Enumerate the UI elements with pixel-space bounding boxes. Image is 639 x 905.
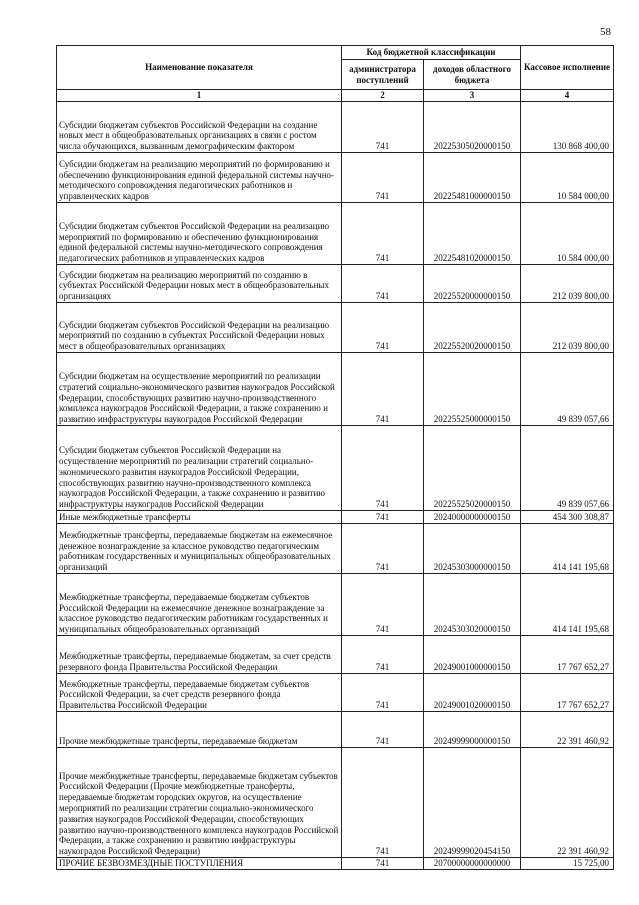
row-admin-code: 741	[342, 524, 424, 574]
table-row	[57, 426, 614, 511]
page-number: 58	[600, 26, 611, 38]
header-revenue: доходов областного бюджета	[424, 60, 521, 90]
row-amount: 10 584 000,00	[521, 153, 614, 203]
row-amount: 17 767 652,27	[521, 674, 614, 712]
table-row	[57, 524, 614, 574]
row-amount: 17 767 652,27	[521, 636, 614, 674]
row-revenue-code: 20225481020000150	[424, 203, 521, 265]
row-admin-code: 741	[342, 303, 424, 353]
row-admin-code: 741	[342, 102, 424, 153]
row-admin-code: 741	[342, 712, 424, 748]
row-admin-code: 741	[342, 574, 424, 636]
table-row	[57, 303, 614, 353]
header-col-number: 4	[521, 90, 614, 102]
row-admin-code: 741	[342, 265, 424, 303]
row-amount: 414 141 195,68	[521, 524, 614, 574]
table-row	[57, 748, 614, 858]
table-row	[57, 674, 614, 712]
row-revenue-code: 20245303000000150	[424, 524, 521, 574]
row-amount: 49 839 057,66	[521, 353, 614, 426]
row-revenue-code: 20245303020000150	[424, 574, 521, 636]
row-revenue-code: 20249001000000150	[424, 636, 521, 674]
row-revenue-code: 20700000000000000	[424, 858, 521, 870]
row-amount: 454 300 308,87	[521, 511, 614, 524]
table-row	[57, 353, 614, 426]
row-amount: 130 868 400,00	[521, 102, 614, 153]
row-name: Прочие межбюджетные трансферты, передаваемые бюджетам субъектов Российской Федерации (Прочие межбюджетные трансферты, передаваемые бюджетам городских округов, на осуществление мероприятий по реализации стратегии социально-экономического развития наукоградов Российской Федерации, способствующих развитию научно-производственного комплекса наукоградов Российской Федерации, а также сохранению и развитию инфраструктуры наукоградов Российской Федерации)	[57, 748, 342, 858]
table-row	[57, 102, 614, 153]
row-revenue-code: 20225525020000150	[424, 426, 521, 511]
row-name: ПРОЧИЕ БЕЗВОЗМЕЗДНЫЕ ПОСТУПЛЕНИЯ	[57, 858, 342, 870]
row-revenue-code: 20225525000000150	[424, 353, 521, 426]
table-row	[57, 636, 614, 674]
header-indicator-name: Наименование показателя	[57, 46, 342, 90]
row-amount: 212 039 800,00	[521, 265, 614, 303]
row-revenue-code: 20249999020454150	[424, 748, 521, 858]
row-revenue-code: 20225305020000150	[424, 102, 521, 153]
row-admin-code: 741	[342, 203, 424, 265]
row-amount: 15 725,00	[521, 858, 614, 870]
row-name: Субсидии бюджетам субъектов Российской Федерации на реализацию мероприятий по созданию в субъектах Российской Федерации новых мест в общеобразовательных организациях	[57, 303, 342, 353]
row-amount: 212 039 800,00	[521, 303, 614, 353]
row-amount: 10 584 000,00	[521, 203, 614, 265]
row-name: Субсидии бюджетам на реализацию мероприятий по созданию в субъектах Российской Федерации новых мест в общеобразовательных организациях	[57, 265, 342, 303]
row-revenue-code: 20225520020000150	[424, 303, 521, 353]
table-row	[57, 712, 614, 748]
row-admin-code: 741	[342, 858, 424, 870]
row-name: Субсидии бюджетам субъектов Российской Федерации на реализацию мероприятий по формированию и обеспечению функционирования единой федеральной системы научно-методического сопровождения педагогических работников и управленческих кадров	[57, 203, 342, 265]
row-name: Прочие межбюджетные трансферты, передаваемые бюджетам	[57, 712, 342, 748]
row-name: Иные межбюджетные трансферты	[57, 511, 342, 524]
header-col-number: 3	[424, 90, 521, 102]
header-col-number: 1	[57, 90, 342, 102]
row-revenue-code: 20249999000000150	[424, 712, 521, 748]
row-amount: 49 839 057,66	[521, 426, 614, 511]
table-row	[57, 265, 614, 303]
table-row	[57, 574, 614, 636]
row-admin-code: 741	[342, 674, 424, 712]
row-name: Субсидии бюджетам на реализацию мероприятий по формированию и обеспечению функционирования единой федеральной системы научно-методического сопровождения педагогических работников и управленческих кадров	[57, 153, 342, 203]
row-admin-code: 741	[342, 511, 424, 524]
budget-revenue-table	[56, 45, 614, 870]
row-admin-code: 741	[342, 748, 424, 858]
row-revenue-code: 20225481000000150	[424, 153, 521, 203]
row-name: Межбюджетные трансферты, передаваемые бюджетам субъектов Российской Федерации, за счет средств резервного фонда Правительства Российской Федерации	[57, 674, 342, 712]
row-name: Межбюджетные трансферты, передаваемые бюджетам на ежемесячное денежное вознаграждение за классное руководство педагогическим работникам государственных и муниципальных общеобразовательных организаций	[57, 524, 342, 574]
row-amount: 22 391 460,92	[521, 748, 614, 858]
row-revenue-code: 20249001020000150	[424, 674, 521, 712]
header-col-number: 2	[342, 90, 424, 102]
table-row	[57, 203, 614, 265]
row-admin-code: 741	[342, 153, 424, 203]
row-amount: 414 141 195,68	[521, 574, 614, 636]
table-row	[57, 511, 614, 524]
header-budget-code-group: Код бюджетной классификации	[342, 46, 521, 60]
header-administrator: администратора поступлений	[342, 60, 424, 90]
row-amount: 22 391 460,92	[521, 712, 614, 748]
row-admin-code: 741	[342, 353, 424, 426]
row-name: Субсидии бюджетам субъектов Российской Федерации на осуществление мероприятий по реализации стратегий социально-экономического развития наукоградов Российской Федерации, способствующих развитию научно-производственного комплекса наукоградов Российской Федерации, а также сохранению и развитию инфраструктуры наукоградов Российской Федерации	[57, 426, 342, 511]
table-row	[57, 153, 614, 203]
row-admin-code: 741	[342, 636, 424, 674]
row-name: Субсидии бюджетам на осуществление мероприятий по реализации стратегий социально-экономического развития наукоградов Российской Федерации, способствующих развитию научно-производственного комплекса наукоградов Российской Федерации, а также сохранению и развитию инфраструктуры наукоградов Российской Федерации	[57, 353, 342, 426]
row-admin-code: 741	[342, 426, 424, 511]
row-name: Межбюджетные трансферты, передаваемые бюджетам субъектов Российской Федерации на ежемесячное денежное вознаграждение за классное руководство педагогическим работникам государственных и муниципальных общеобразовательных организаций	[57, 574, 342, 636]
row-name: Межбюджетные трансферты, передаваемые бюджетам, за счет средств резервного фонда Правительства Российской Федерации	[57, 636, 342, 674]
table-row	[57, 858, 614, 870]
header-cash-execution: Кассовое исполнение	[521, 46, 614, 90]
row-name: Субсидии бюджетам субъектов Российской Федерации на создание новых мест в общеобразовательных организациях в связи с ростом числа обучающихся, вызванным демографическим фактором	[57, 102, 342, 153]
row-revenue-code: 20240000000000150	[424, 511, 521, 524]
row-revenue-code: 20225520000000150	[424, 265, 521, 303]
